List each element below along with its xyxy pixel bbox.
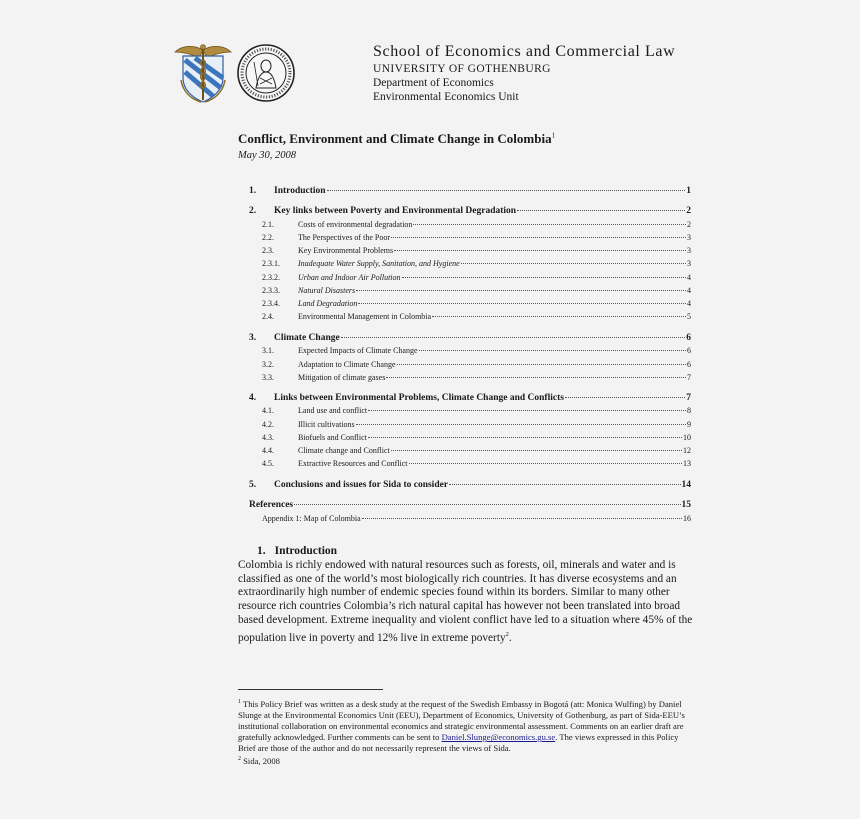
toc-entry-title: Links between Environmental Problems, Climate Change and Conflicts: [274, 393, 564, 403]
university-name: UNIVERSITY OF GOTHENBURG: [373, 63, 551, 75]
toc-entry[interactable]: [249, 333, 691, 343]
toc-entry-page: 1: [686, 186, 691, 196]
toc-leader-dots: [409, 463, 682, 464]
toc-entry[interactable]: [249, 480, 691, 490]
toc-entry[interactable]: [249, 360, 691, 369]
toc-entry[interactable]: [249, 286, 691, 295]
toc-entry-number: 2.3.4.: [262, 299, 280, 308]
toc-leader-dots: [356, 424, 686, 425]
toc-entry-number: 2.1.: [262, 220, 274, 229]
footnote-separator: [238, 689, 383, 690]
toc-entry-title: Land use and conflict: [298, 406, 368, 415]
toc-leader-dots: [432, 316, 686, 317]
toc-entry-page: 8: [687, 406, 691, 415]
toc-entry[interactable]: [249, 373, 691, 382]
toc-entry[interactable]: [249, 273, 691, 282]
toc-entry[interactable]: [249, 514, 691, 523]
toc-entry-page: 16: [683, 514, 691, 523]
toc-leader-dots: [327, 190, 686, 191]
toc-entry-title: Inadequate Water Supply, Sanitation, and Hygiene: [298, 259, 460, 268]
toc-entry-number: 5.: [249, 480, 257, 490]
toc-entry-title: Introduction: [274, 186, 326, 196]
toc-entry-number: 4.3.: [262, 433, 274, 442]
toc-entry-title: Appendix 1: Map of Colombia: [262, 514, 361, 523]
toc-entry-title: The Perspectives of the Poor: [298, 233, 390, 242]
toc-entry-number: 2.3.2.: [262, 273, 280, 282]
toc-leader-dots: [391, 237, 686, 238]
toc-entry-number: 2.4.: [262, 312, 274, 321]
toc-entry-page: 3: [687, 259, 691, 268]
toc-entry-title: Costs of environmental degradation: [298, 220, 413, 229]
toc-entry-number: 2.3.1.: [262, 259, 280, 268]
toc-entry[interactable]: [249, 459, 691, 468]
section-heading: [257, 545, 337, 557]
toc-leader-dots: [517, 210, 685, 211]
toc-entry-page: 6: [687, 360, 691, 369]
toc-entry-title: Land Degradation: [298, 299, 358, 308]
toc-entry-page: 7: [687, 373, 691, 382]
toc-entry-page: 3: [687, 246, 691, 255]
department-name: Department of Economics: [373, 77, 494, 89]
toc-entry-page: 5: [687, 312, 691, 321]
school-name: School of Economics and Commercial Law: [373, 43, 676, 60]
toc-leader-dots: [397, 364, 686, 365]
toc-entry-title: Urban and Indoor Air Pollution: [298, 273, 401, 282]
body-text-end: .: [508, 631, 512, 644]
toc-entry-number: 4.5.: [262, 459, 274, 468]
footnotes: [238, 697, 693, 767]
toc-entry-page: 14: [681, 480, 691, 490]
toc-entry[interactable]: [249, 393, 691, 403]
toc-entry[interactable]: [249, 433, 691, 442]
toc-entry-number: 4.: [249, 393, 257, 403]
footnote-1-text: This Policy Brief was written as a desk study at the request of the Swedish Embassy in Bogotá (att: Monica Wulfing) by Daniel Slunge at the Environmental Economics Unit (EEU), Department of Economics, University of Gothenburg, as part of Sida-EEU’s institutional collaboration on environmental economics and strategic environmental assessment. Comments on an earlier draft are gratefully acknowledged. Further comments can be sent to: [238, 698, 685, 743]
toc-leader-dots: [461, 263, 686, 264]
university-seal-logo: [236, 42, 296, 104]
toc-entry-number: 1.: [249, 186, 257, 196]
footnote-mark-2: 2: [238, 756, 241, 763]
footnote-ref-1[interactable]: 1: [551, 131, 556, 140]
toc-entry[interactable]: [249, 500, 691, 510]
institution-header: [373, 42, 675, 104]
toc-leader-dots: [341, 337, 686, 338]
toc-entry-page: 4: [687, 299, 691, 308]
unit-name: Environmental Economics Unit: [373, 91, 519, 103]
toc-entry-title: Extractive Resources and Conflict: [298, 459, 408, 468]
toc-leader-dots: [368, 410, 686, 411]
toc-leader-dots: [413, 224, 686, 225]
toc-leader-dots: [402, 277, 686, 278]
toc-entry-title: Mitigation of climate gases: [298, 373, 386, 382]
toc-entry[interactable]: [249, 446, 691, 455]
toc-entry[interactable]: [249, 299, 691, 308]
caduceus-crest-logo: [173, 42, 233, 104]
toc-entry-number: 2.3.3.: [262, 286, 280, 295]
toc-entry-title: Key links between Poverty and Environmental Degradation: [274, 206, 517, 216]
toc-entry[interactable]: [249, 259, 691, 268]
toc-entry-page: 7: [686, 393, 691, 403]
toc-entry-title: Key Environmental Problems: [298, 246, 394, 255]
section-body: [238, 559, 693, 645]
toc-entry[interactable]: [249, 186, 691, 196]
document-date: May 30, 2008: [238, 150, 297, 161]
toc-entry-title: References: [249, 500, 294, 510]
toc-entry-page: 13: [683, 459, 691, 468]
toc-entry-page: 2: [686, 206, 691, 216]
toc-entry-page: 6: [686, 333, 691, 343]
toc-leader-dots: [362, 518, 682, 519]
toc-entry[interactable]: [249, 420, 691, 429]
toc-entry-title: Biofuels and Conflict: [298, 433, 367, 442]
toc-leader-dots: [358, 303, 686, 304]
toc-leader-dots: [391, 450, 682, 451]
toc-entry-number: 3.2.: [262, 360, 274, 369]
toc-leader-dots: [294, 504, 680, 505]
toc-entry-title: Climate change and Conflict: [298, 446, 390, 455]
toc-entry-number: 4.4.: [262, 446, 274, 455]
toc-entry-number: 2.2.: [262, 233, 274, 242]
footnote-mark-1: 1: [238, 699, 241, 705]
toc-entry-page: 2: [687, 220, 691, 229]
toc-entry-page: 3: [687, 233, 691, 242]
toc-entry[interactable]: [249, 406, 691, 415]
document-title: [238, 131, 555, 147]
toc-leader-dots: [419, 350, 686, 351]
section-number: 1.: [257, 545, 266, 557]
toc-entry-title: Conclusions and issues for Sida to consider: [274, 480, 449, 490]
toc-entry[interactable]: [249, 312, 691, 321]
toc-entry-page: 12: [683, 446, 691, 455]
footnote-ref-2[interactable]: 2: [505, 630, 509, 638]
toc-entry[interactable]: [249, 246, 691, 255]
toc-entry-number: 2.: [249, 206, 257, 216]
section-title: Introduction: [274, 545, 338, 557]
toc-entry-title: Illicit cultivations: [298, 420, 355, 429]
footnote-1-tail: . The views expressed in this Policy Brief are those of the author and do not necessarily represent the views of Sida.: [238, 732, 679, 754]
toc-leader-dots: [449, 484, 680, 485]
toc-entry-number: 2.3.: [262, 246, 274, 255]
body-text: Colombia is richly endowed with natural resources such as forests, oil, minerals and water and is classified as one of the world’s most biologically rich countries. It has diverse ecosystems and an extraordinarily high number of endemic species found within its borders. Similar to many other resource rich countries Colombia’s rich natural capital has however not been translated into broad based development. Extreme inequality and violent conflict have led to a situation where 45% of the population live in poverty and 12% live in extreme poverty: [238, 559, 693, 644]
toc-entry[interactable]: [249, 233, 691, 242]
toc-entry[interactable]: [249, 220, 691, 229]
email-link[interactable]: Daniel.Slunge@economics.gu.se: [441, 732, 556, 743]
toc-entry-page: 6: [687, 346, 691, 355]
toc-entry-title: Environmental Management in Colombia: [298, 312, 432, 321]
toc-leader-dots: [386, 377, 686, 378]
toc-entry-title: Climate Change: [274, 333, 340, 343]
toc-leader-dots: [565, 397, 685, 398]
toc-entry-title: Natural Disasters: [298, 286, 356, 295]
footnote-2-text: Sida, 2008: [241, 756, 280, 767]
toc-entry-number: 3.3.: [262, 373, 274, 382]
toc-leader-dots: [368, 437, 682, 438]
toc-entry-page: 9: [687, 420, 691, 429]
toc-entry-number: 3.: [249, 333, 257, 343]
toc-leader-dots: [356, 290, 686, 291]
toc-entry-title: Expected Impacts of Climate Change: [298, 346, 418, 355]
toc-entry-page: 10: [683, 433, 691, 442]
toc-entry-title: Adaptation to Climate Change: [298, 360, 396, 369]
toc-leader-dots: [394, 250, 686, 251]
toc-entry[interactable]: [249, 206, 691, 216]
toc-entry[interactable]: [249, 346, 691, 355]
document-title-text: Conflict, Environment and Climate Change in Colombia: [238, 131, 552, 146]
toc-entry-number: 3.1.: [262, 346, 274, 355]
toc-entry-number: 4.2.: [262, 420, 274, 429]
toc-entry-page: 4: [687, 286, 691, 295]
toc-entry-number: 4.1.: [262, 406, 274, 415]
toc-entry-page: 4: [687, 273, 691, 282]
toc-entry-page: 15: [681, 500, 691, 510]
